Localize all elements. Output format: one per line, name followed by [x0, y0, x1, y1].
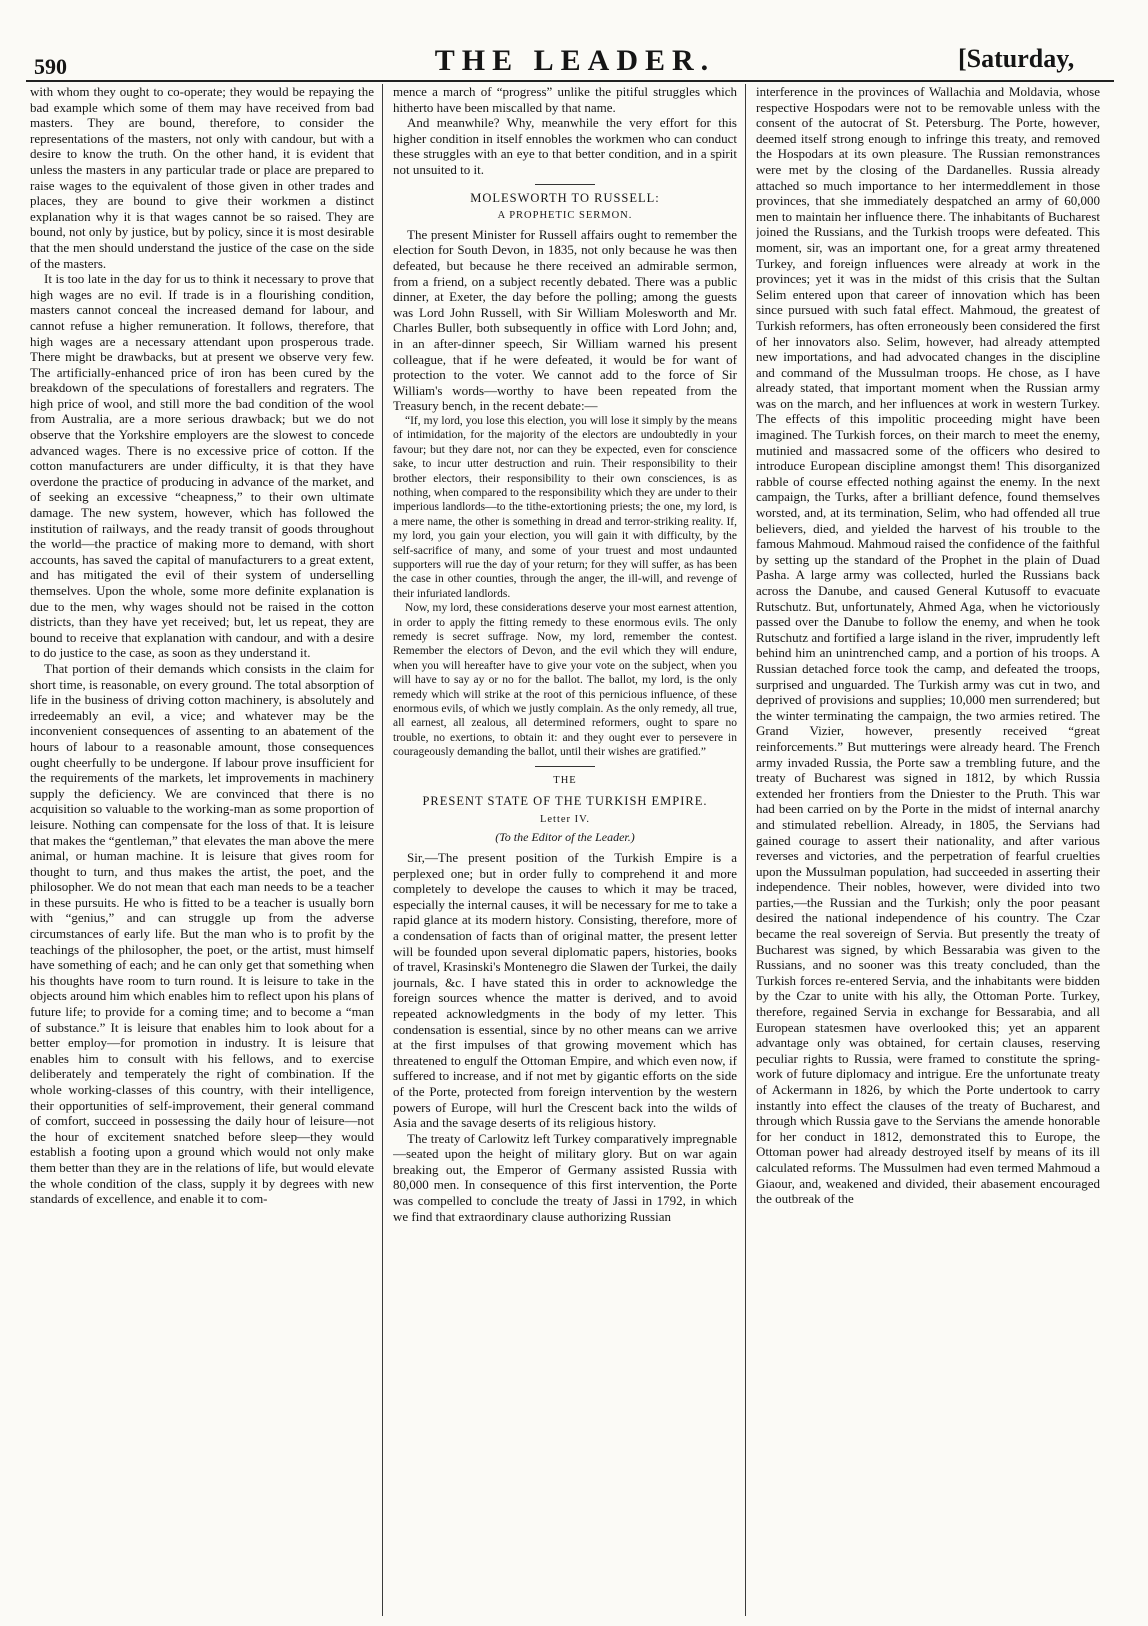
paragraph: The present Minister for Russell affairs ought to remember the election for South Devon, in 1835, not only because he was then defeated, but because he there received an admirable sermon, from a friend, on a subject recently debated. There was a public dinner, at Exeter, the day before the polling; among the guests was Lord John Russell, with Sir William Molesworth and Mr. Charles Buller, both subsequently in office with Lord John; and, in an after-dinner speech, Sir William warned his present colleague, that if he were defeated, it would be for want of protection to the voter. We cannot add to the force of Sir William's words—worthy to have been repeated from the Treasury bench, in the recent debate:— — [393, 226, 737, 414]
paragraph: mence a march of “progress” unlike the pitiful struggles which hitherto have been miscalled by that name. — [393, 84, 737, 115]
paragraph: That portion of their demands which consists in the claim for short time, is reasonable, on every ground. The total absorption of life in the business of driving cotton machinery, is absolutely and irredeemably an evil, a vice; and whatever may be the inconvenient consequences of assenting to an abatement of the hours of labour to a reasonable amount, those consequences ought cheerfully to be undergone. If labour prove insufficient for the requirements of the markets, let improvements in machinery supply the deficiency. We are convinced that there is no acquisition so valuable to the working-man as some proportion of leisure. Nothing can compensate for the loss of that. It is leisure that makes the “gentleman,” that elevates the man above the mere animal, or human machine. It is leisure that gives room for thought to turn, and thus makes the artist, the poet, and the philosopher. We do not mean that each man needs to be a teacher in these pursuits. He who is fitted to be a teacher is usually born with “genius,” and can struggle up from the adverse circumstances of early life. But the man who is to profit by the teachings of the philosopher, the poet, or the artist, must himself have something of each; and he can only get that something when his thoughts have room to turn round. It is leisure to take in the objects around him which enables him to reflect upon his plans of future life; to provide for a coming time; and to become a “man of substance.” It is leisure that enables him to look about for a better employ—for promotion in industry. It is leisure that enables him to consult with his fellows, and to exercise deliberately and temperately the right of combination. If the whole working-classes of this country, with their intelligence, their opportunities of self-improvement, their general command of comfort, succeed in possessing the daily hour of leisure—not the hour of excitement snatched before sleep—they would establish a footing upon a ground which would not only make them better than they are in the relations of life, but would elevate the whole condition of the class, supply it by degrees with new standards of excellence, and enable it to com- — [30, 660, 374, 1207]
letter-number: Letter IV. — [539, 813, 591, 825]
column-one — [30, 84, 374, 1616]
quoted-speech: Now, my lord, these considerations deserve your most earnest attention, in order to apply the fitting remedy to these enormous evils. The only remedy is secret suffrage. Now, my lord, remember the contest. Remember the electors of Devon, and the evil which they will endure, when you will hereafter have to give your vote on the subject, when you will have to say ay or no for the ballot. The ballot, my lord, is the only remedy which will strike at the root of this pernicious influence, of these enormous evils, of which we justly complain. As the only remedy, all true, all earnest, all zealous, all determined reformers, ought to spare no trouble, no exertions, to obtain it: and they ought ever to persevere in courageously demanding the ballot, until their wishes are gratified.” — [393, 602, 737, 759]
paragraph: Sir,—The present position of the Turkish Empire is a perplexed one; but in order fully to comprehend it and more completely to develope the causes to which it may be traced, especially the internal causes, it will be necessary for me to take a rapid glance at its modern history. Consisting, therefore, more of a condensation of facts than of original matter, the present letter will be founded upon several diplomatic papers, histories, books of travel, Krasinski's Montenegro die Slawen der Turkei, the daily journals, &c. I have stated this in order to acknowledge the foreign sources whence the matter is derived, and to avoid repeated acknowledgments in the body of my letter. This condensation is essential, since by no other means can we arrive at the first impulses of that growing movement which has threatened to engulf the Ottoman Empire, and which even now, if suffered to increase, and if not met by gigantic efforts on the side of the Porte, protected from foreign intervention by the western powers of Europe, will hurl the Crescent back into the wilds of Asia and the savage deserts of its religious history. — [393, 850, 737, 1131]
column-two — [393, 84, 737, 1616]
page-number: 590 — [34, 54, 67, 79]
column-divider-left — [382, 84, 383, 1616]
section-rule — [535, 184, 595, 185]
article-title-molesworth: MOLESWORTH TO RUSSELL: — [470, 190, 660, 205]
paragraph: The treaty of Carlowitz left Turkey comparatively impregnable—seated upon the height of military glory. But on war again breaking out, the Emperor of Germany assisted Russia with 80,000 men. In consequence of this first intervention, the Porte was compelled to conclude the treaty of Jassi in 1792, in which we find that extraordinary clause authorizing Russian — [393, 1130, 737, 1224]
masthead — [0, 0, 1148, 82]
paragraph: And meanwhile? Why, meanwhile the very effort for this higher condition in itself ennobles the workmen who can conduct these struggles with an eye to that better condition, and in a spirit not unsuited to it. — [393, 115, 737, 177]
letter-addressee: (To the Editor of the Leader.) — [495, 830, 635, 845]
quoted-speech: “If, my lord, you lose this election, you will lose it simply by the means of intimidation, for the majority of the electors are undoubtedly in your favour; but they dare not, nor can they be expected, even for conscience sake, to incur utter destruction and ruin. Their responsibility to their brother electors, their responsibility to their own consciences, is as nothing, when compared to the responsibility which they are under to their imperious landlords—to the tithe-extortioning priests; the one, my lord, is a mere name, the other is something in dread and terror-striking reality. If, my lord, you gain your election, you will gain it with difficulty, by the self-sacrifice of many, and some of your truest and most undaunted supporters will rue the day of your return; for they will suffer, as has been the case in other counties, through the anger, the ill-will, and revenge of their infuriated landlords. — [393, 414, 737, 600]
paragraph: with whom they ought to co-operate; they would be repaying the bad example which some of them may have received from bad masters. They are bound, therefore, to consider the representations of the masters, not only with candour, but with a desire to know the truth. On the other hand, it is evident that unless the masters in any particular trade or place are prepared to raise wages to the equivalent of those given in other trades and places, they are bound to give their workmen a distinct explanation why it is that wages cannot be so raised. They are bound, not only by justice, but by policy, since it is most desirable that the men should understand the justice of the case on the side of the masters. — [30, 84, 374, 271]
masthead-rule — [26, 80, 1114, 82]
section-rule — [535, 766, 595, 767]
paragraph: It is too late in the day for us to think it necessary to prove that high wages are no evil. If trade is in a flourishing condition, masters cannot conceal the increased demand for labour, and cannot refuse a higher remuneration. It follows, therefore, that high wages are a necessary attendant upon prosperous trade. There might be drawbacks, but at present we observe very few. The artificially-enhanced price of iron has been cured by the breakdown of the speculations of forestallers and regraters. The high price of wool, and still more the bad condition of the wool from Australia, are a more serious drawback; but we do not observe that the Yorkshire employers are the slowest to concede advanced wages. There is no excessive price of cotton. If the cotton manufacturers are under difficulty, it is that they have overdone the practice of producing in advance of the market, and of seeking an excessive “cheapness,” to their own ultimate damage. The new system, however, which has followed the institution of railways, and the ready transit of goods throughout the world—the practice of making more to demand, with short accounts, has saved the capital of manufacturers to a great extent, and has mitigated the evil of their system of underselling themselves. Upon the whole, some more definite explanation is due to the men, why wages should not be raised in the cotton districts, than they have yet received; but, let us repeat, they are bound to receive that explanation with candour, and with a desire to do justice to the case, as soon as they understand it. — [30, 271, 374, 661]
article-title-turkish-empire: PRESENT STATE OF THE TURKISH EMPIRE. — [422, 794, 708, 809]
paragraph: interference in the provinces of Wallachia and Moldavia, whose respective Hospodars were not to be removable unless with the consent of the autocrat of St. Petersburg. The Porte, however, deemed itself strong enough to infringe this treaty, and removed the Hospodars at its own pleasure. The Russian remonstrances were met by the closing of the Dardanelles. Russia already attached so much importance to her intermeddlement in those provinces, that she immediately despatched an army of 60,000 men to maintain her influence there. The inhabitants of Bucharest joined the Russians, and the Turkish troops were defeated. This moment, sir, was an important one, for a great army threatened Turkey, and foreign influences were already at work in the provinces; yet it was in the midst of this crisis that the Sultan Selim entered upon that career of innovation which has been since pursued with such fatal effect. Mahmoud, the greatest of Turkish reformers, has often erroneously been considered the first of her innovators also. Selim, however, had already attempted new importations, and had advocated changes in the discipline and command of the Mussulman troops. He chose, as I have already stated, that important moment when the Russian army was on the march, and her influences at work in western Turkey. The effects of this impolitic proceeding might have been imagined. The Turkish forces, on their march to meet the enemy, mutinied and massacred some of the officers who desired to introduce European discipline amongst them! This disorganized rabble of course effected nothing against the enemy. In the next campaign, the Turks, after a brilliant defence, found themselves worsted, and, at its termination, Selim, who had offended all true believers, died, and yielded the harvest of his trouble to the famous Mahmoud. Mahmoud raised the confidence of the faithful by setting up the standard of the Prophet in the plain of Duad Pasha. A large army was collected, hurled the Russians back across the Danube, and caused General Kutusoff to evacuate Rutschutz. But, unfortunately, Ahmed Aga, when he victoriously passed over the Danube to follow the enemy, and when he took Rutschutz and fortified a large island in the river, imprudently left behind him an unintrenched camp, and a portion of his troops. A Russian detached force took the camp, and defeated the troops, surprised and unguarded. The Turkish army was cut in two, and deprived of provisions and supplies; 10,000 men surrendered; but the winter terminating the campaign, the two armies retired. The Grand Vizier, however, presently received “great reinforcements.” But mutterings were already heard. The French army invaded Russia, the Porte saw a trembling future, and the treaty of Bucharest was signed in 1812, by which Russia extended her frontiers from the Dniester to the Pruth. This war had been carried on by the Porte in the midst of internal anarchy and stimulated rebellion. Already, in 1805, the Servians had gained courage to assert their nationality, and after various reverses and victories, and the perpetration of fearful cruelties upon the Mussulman population, had succeeded in asserting their independence. Their nobles, however, were divided into two parties,—the Russian and the Turkish; only the poor peasant desired the national independence of his country. The Czar became the real sovereign of Servia. But presently the treaty of Bucharest was signed, by which Bessarabia was given to the Russians, and no sooner was this treaty concluded, than the Turkish forces re-entered Servia, and the inhabitants were bidden by the Czar to unite with his ally, the Ottoman Porte. Turkey, therefore, regained Servia in exchange for Bessarabia, and all European statesmen have overlooked this; yet an apparent advantage only was obtained, for certain clauses, reserving peculiar rights to Russia, were framed to constitute the spring-work of future diplomacy and intrigue. Ere the unfortunate treaty of Ackermann in 1826, by which the Porte undertook to carry instantly into effect the clauses of the treaty of Bucharest, and through which Russia gave to the Servians the amende honorable for her conduct in 1812, demonstrated this to Europe, the Ottoman power had already destroyed itself by means of its ill calculated reforms. The Mussulmen had even termed Mahmoud a Giaour, and, weakened and divided, their abasement encouraged the outbreak of the — [756, 84, 1100, 1207]
issue-day: [Saturday, — [958, 44, 1075, 73]
column-three — [756, 84, 1100, 1616]
newspaper-title: THE LEADER. — [434, 44, 716, 77]
article-subtitle: A PROPHETIC SERMON. — [497, 210, 633, 222]
column-divider-right — [745, 84, 746, 1616]
article-kicker: THE — [553, 774, 577, 786]
